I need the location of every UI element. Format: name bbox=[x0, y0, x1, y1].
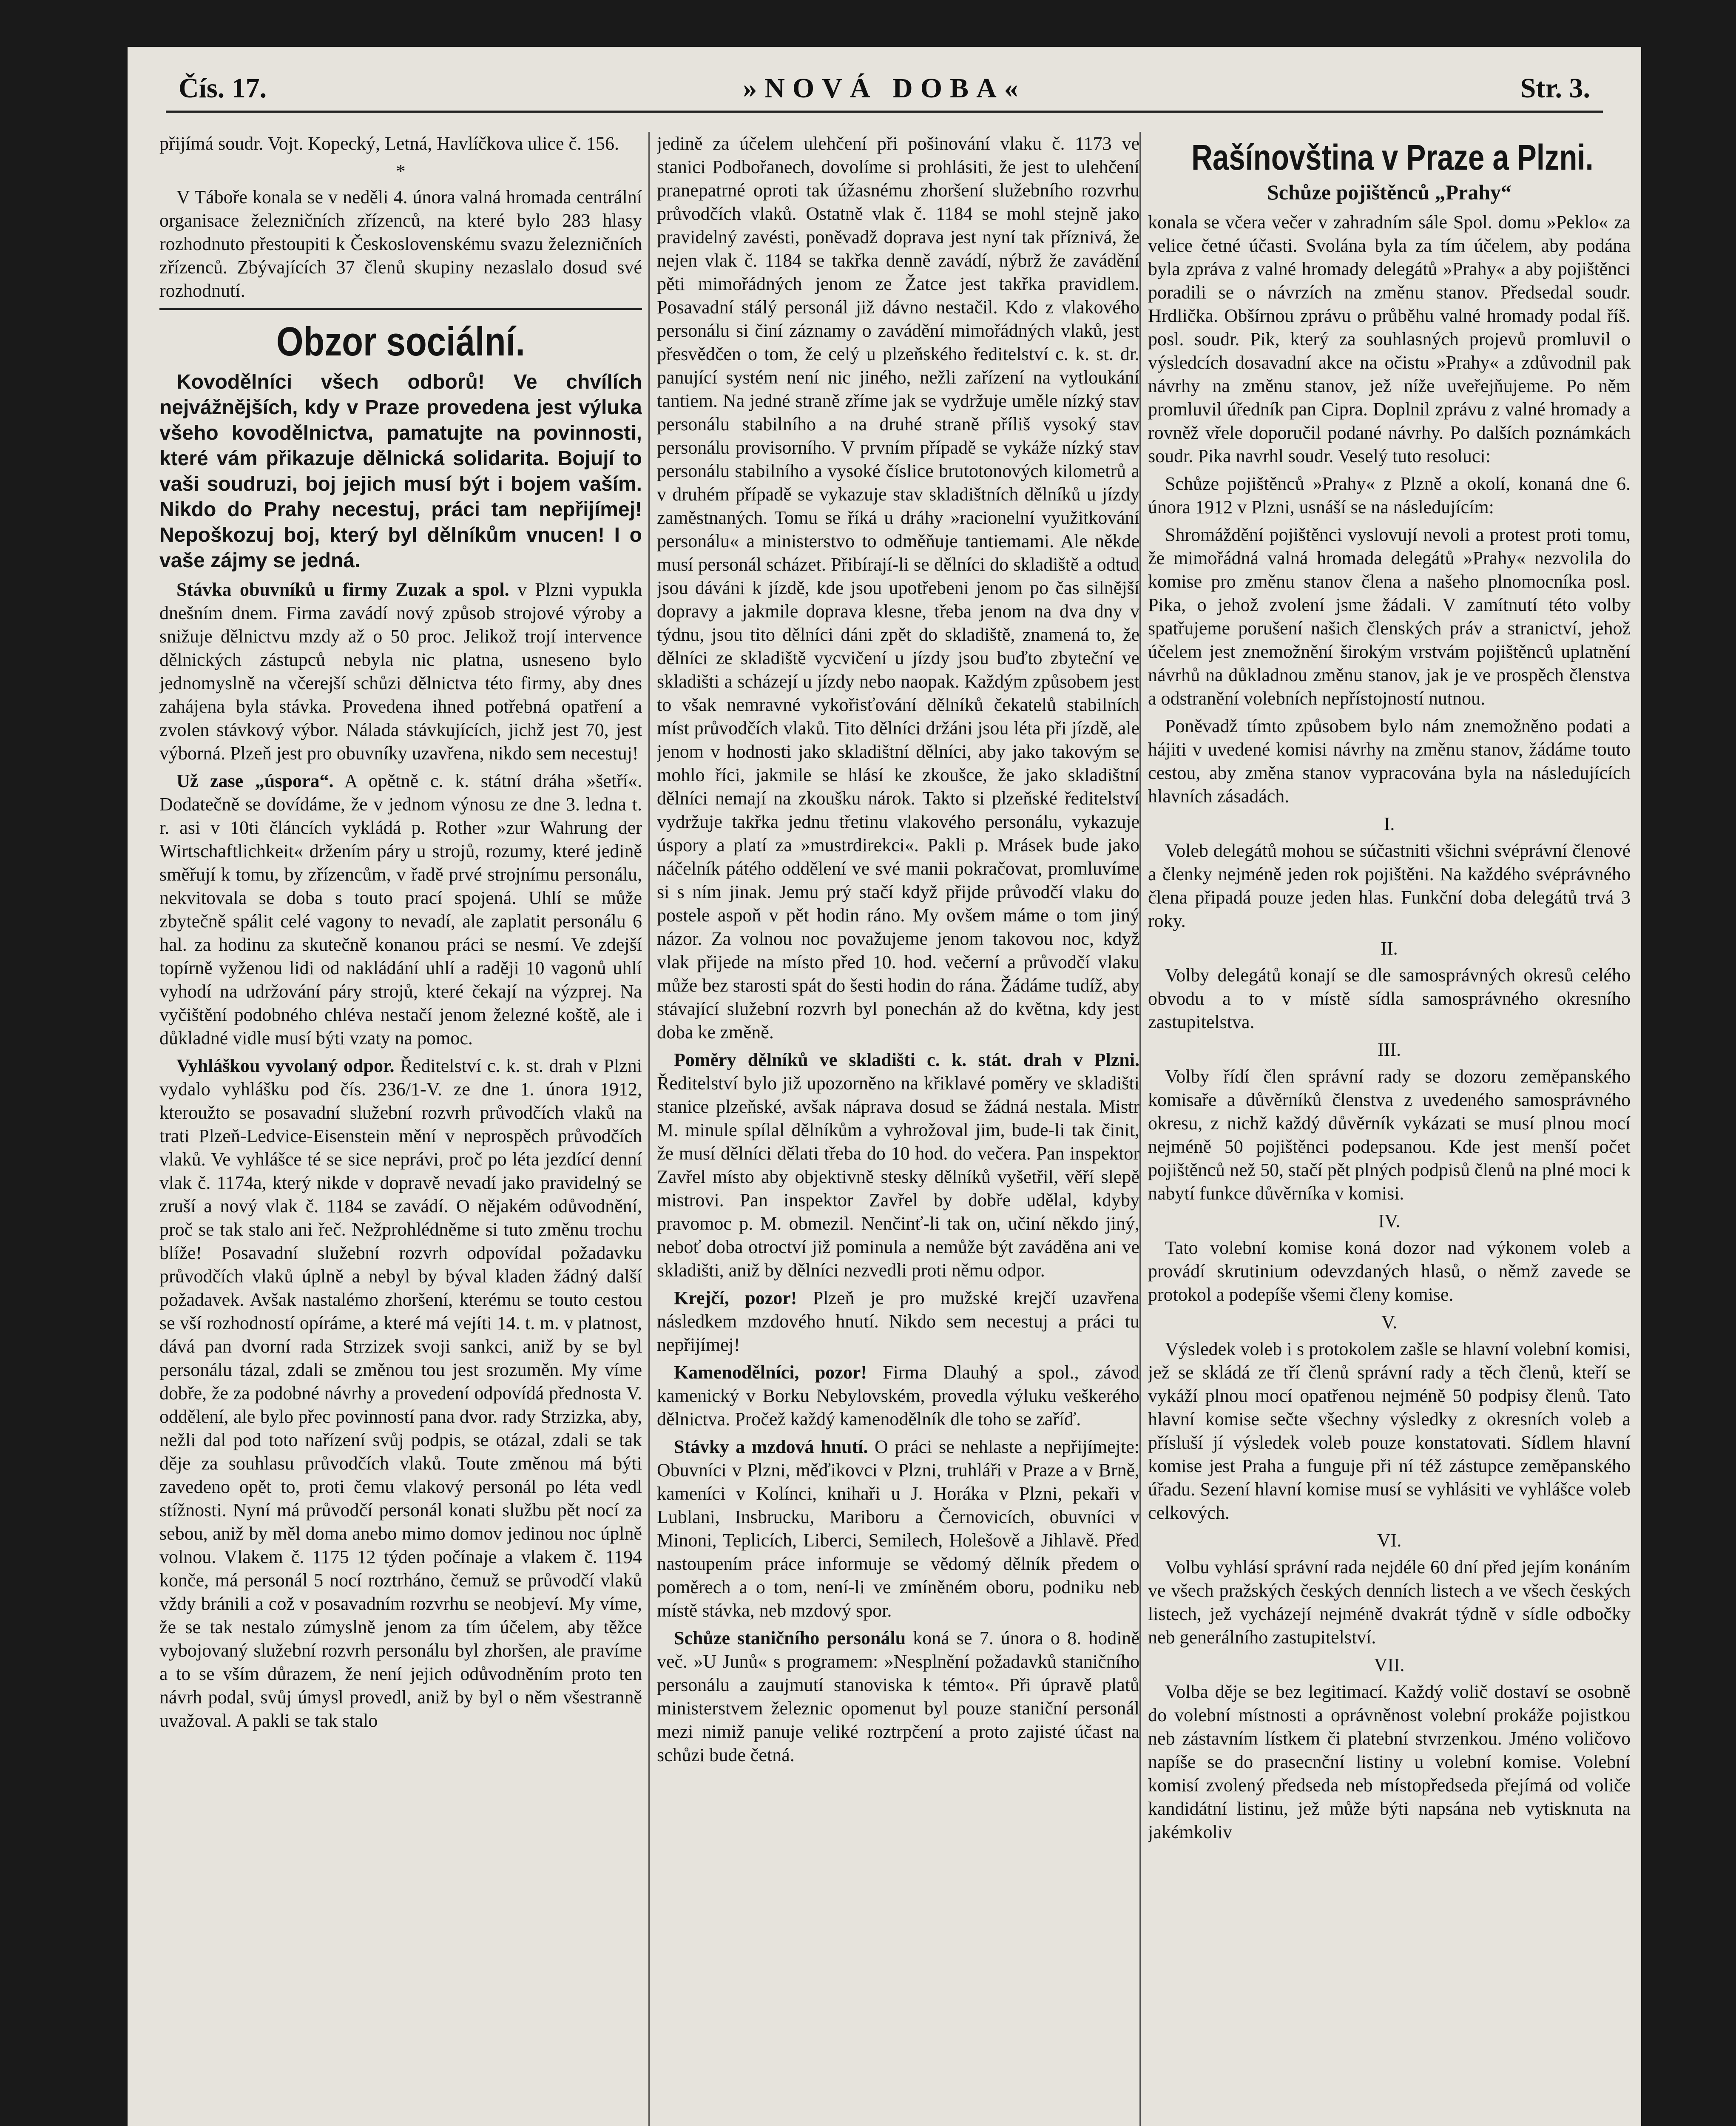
paragraph: V Táboře konala se v neděli 4. února valná hromada centrální organisace železničních zřízenců, na které bylo 283 hlasy rozhodnuto přestoupiti k Československému svazu železničních zřízenců. Zbývajících 37 členů skupiny nezaslalo dosud své rozhodnutí. bbox=[159, 187, 642, 301]
article-heading: Kamenodělníci, pozor! bbox=[674, 1362, 867, 1383]
paragraph: Tato volební komise koná dozor nad výkonem voleb a provádí skrutinium odevzdaných hlasů, o němž zavede se protokol a podepíše všemi členy komise. bbox=[1148, 1237, 1631, 1305]
newspaper-page bbox=[128, 47, 1641, 2126]
article bbox=[657, 1435, 1139, 1622]
article bbox=[159, 769, 642, 1050]
article bbox=[657, 1361, 1139, 1431]
column-2 bbox=[657, 132, 1139, 2126]
column-3 bbox=[1148, 132, 1631, 2126]
paragraph: Poněvadž tímto způsobem bylo nám znemožněno podati a hájiti v uvedené komisi návrhy na změnu stanov, žádáme touto cestou, aby změna stanov vypracována byla na následujících hlavních zásadách. bbox=[1148, 716, 1631, 807]
article bbox=[159, 1054, 642, 1732]
article-body: Ředitelství bylo již upozorněno na křiklavé poměry ve skladišti stanice plzeňské, avšak náprava dosud se žádná nestala. Mistr M. minule spílal dělníkům a vyhrožoval jim, bude-li tak činit, že musí dělníci dělati třeba do 10 hod. do večera. Pan inspektor Zavřel místo aby objektivně stesky dělníků vyšetřil, věří slepě mistrovi. Pan inspektor Zavřel by dobře udělal, kdyby pravomoc p. M. obmezil. Nenčinť-li tak on, učiní někdo jiný, neboť doba otroctví již pominula a nemůže být zaváděna ani ve skladišti, aniž by dělníci nezvedli proti němu odpor. bbox=[657, 1073, 1139, 1281]
paragraph: Volbu vyhlásí správní rada nejdéle 60 dní před jejím konáním ve všech pražských českých denních listech a ve všech českých listech, jež vycházejí nejméně dvakrát týdně v sídle odbočky neb generálního zastupitelství. bbox=[1148, 1557, 1631, 1648]
header-rule bbox=[166, 111, 1603, 113]
article-body: O práci se nehlaste a nepřijímejte: Obuvníci v Plzni, měďikovci v Plzni, truhláři v Praze a v Brně, kameníci v Kolínci, knihaři u J. Horáka v Plzni, pekaři v Lublani, Insbrucku, Mariboru a Černovicích, obuvníci v Minoni, Teplicích, Liberci, Semilech, Holešově a Jihlavě. Před nastoupením práce informuje se vědomý dělník předem o poměrech a o tom, není-li ve zmíněném oboru, podniku neb místě stávka, neb mzdový spor. bbox=[657, 1436, 1139, 1621]
lead-heading: Kovodělníci všech odborů! bbox=[176, 371, 485, 393]
roman-numeral: VI. bbox=[1377, 1530, 1402, 1551]
article bbox=[657, 1048, 1139, 1282]
article-heading: Krejčí, pozor! bbox=[674, 1288, 797, 1308]
article-body: Firma Dlauhý a spol., závod kamenický v Borku Nebylovském, provedla výluku veškerého dělnictva. Pročež každý kamenodělník dle toho se zaříď. bbox=[657, 1362, 1139, 1430]
column-1 bbox=[159, 132, 642, 2126]
roman-numeral: IV. bbox=[1378, 1211, 1401, 1231]
roman-numeral: VII. bbox=[1374, 1654, 1405, 1675]
separator-asterisk: * bbox=[396, 161, 406, 182]
masthead: »NOVÁ DOBA« bbox=[743, 73, 1026, 104]
article-body: v Plzni vypukla dnešním dnem. Firma zavádí nový způsob strojové výroby a snižuje dělnictvu mzdy až o 50 proc. Jelikož trojí intervence dělnických zástupců nebyla nic platna, usneseno bylo jednomyslně na včerejší schůzi dělnictva této firmy, aby dnes zahájena byla stávka. Provedena ihned potřebná opatření a zvolen stávkový výbor. Nálada stávkujících, jichž jest 70, jest výborná. Plzeň jest pro obuvníky uzavřena, nikdo sem necestuj! bbox=[159, 579, 642, 764]
article-heading: Poměry dělníků ve skladišti c. k. stát. drah v Plzni. bbox=[674, 1049, 1139, 1070]
article-heading: Schůze staničního personálu bbox=[674, 1628, 906, 1649]
paragraph: Schůze pojištěnců »Prahy« z Plzně a okolí, konaná dne 6. února 1912 v Plzni, usnáší se na následujícím: bbox=[1148, 473, 1631, 517]
paragraph: jedině za účelem ulehčení při pošinování vlaku č. 1173 ve stanici Podbořanech, dovolíme si prohlásiti, že jest to ulehčení pranepatrné oproti tak úžasnému zhoršení služebního rozvrhu průvodčích vlaků. Ostatně vlak č. 1184 se mohl stejně jako pravidelný zavésti, poněvadž doprava jest nyní tak příznivá, že nejen vlak č. 1184 se takřka denně zavádí, nýbrž že zavádění pěti mimořádných jenom ze Žatce jest takřka pravidlem. Posavadní stálý personál již dávno nestačil. Kdo z vlakového personálu si činí záznamy o zavádění mimořádných vlaků, jest přesvědčen o tom, že celý u plzeňského ředitelství c. k. st. dr. panující systém není nic jiného, nežli zařízení na vytloukání tantiem. Na jedné straně zříme jak se vydržuje uměle nízký stav personálu stabilního a na druhé straně příliš vysoký stav personálu provisorního. V prvním případě se vykáže nízký stav personálu stabilního a vysoké číslice brutotonových kilometrů a v druhém případě se vykazuje stav skladištních dělníků u jízdy zaměstnaných. Tomu se říká u dráhy »racionelní využitkování personálu« a ministerstvo to odměňuje tantiemami. Ale někde musí personál scházet. Přibírají-li se dělníci do skladiště a odtud jsou dáváni k jízdě, kde jsou upotřebeni jenom po čas silnější dopravy a jakmile doprava klesne, třeba jenom na dva dny v týdnu, jsou tito dělníci dáni zpět do skladiště, znamená to, že dělníci ze skladiště vycvičení u jízdy jsou buďto zbyteční ve skladišti a scházejí u jízdy nebo naopak. Každým způsobem jest to však nemravné vykořisťování dělníků čekatelů stabilních míst průvodčích vlaků. Tito dělníci držáni jsou léta při jízdě, ale jenom v hodnosti jako skladištní dělníci, aby jako takovým se mohlo říci, jakmile se hlásí ke zkoušce, že jako skladištní dělníci nemají na zkoušku nárok. Takto si plzeňské ředitelství vydržuje takřka jednu třetinu vlakového personálu, vykazuje úspory a platí za »mustrdirekci«. Pakli p. Mrásek bude jako náčelník pátého oddělení ve své manii pokračovat, promluvíme si s ním jinak. Jemu prý stačí když přijde průvodčí vlaku do postele aspoň v pět hodin ráno. My ovšem máme o tom jiný názor. Za volnou noc považujeme jenom takovou noc, když vlak přijede na místo před 10. hod. večerní a průvodčí vlaku může bez starosti spát do šesti hodin do rána. Žádáme tudíž, aby stávající služební rozvrh byl ponechán až do května, kdy jest doba ke změně. bbox=[657, 133, 1139, 1043]
article-body: A opětně c. k. státní dráha »šetří«. Dodatečně se dovídáme, že v jednom výnosu ze dne 3. ledna t. r. asi v 10ti článcích vykládá p. Rother »zur Wahrung der Wirtschaftlichkeit« držením páry u strojů, rozumy, které jedině směřují k tomu, by zřízencům, v řadě prvé strojnímu personálu, nekvitovala se doba s touto prací spojená. Uhlí se může zbytečně spálit celé vagony to nevadí, ale zaplatit personálu 6 hal. za hodinu za skutečně konanou práci se nesmí. Ve zdejší topírně vyženou lidi od nakládání uhlí a raději 10 vagonů uhlí vyhodí na udržování páry strojů, které čekají na výzprej. Na vyčištění podobného chléva nestačí jenom železné koště, ale i důkladné vidle musí býti vzaty na pomoc. bbox=[159, 770, 642, 1049]
article-subtitle: Schůze pojištěnců „Prahy“ bbox=[1267, 180, 1512, 204]
paragraph: Výsledek voleb i s protokolem zašle se hlavní volební komisi, jež se skládá ze tří členů správní rady a těch členů, kteří se vykáží plnou mocí opatřenou nejméně 50 podpisy členů. Tato hlavní komise sečte všechny výsledky z okresních voleb a přísluší jí výsledek voleb pouze konstatovati. Sídlem hlavní komise jest Praha a funguje při ní též zástupce zeměpanského úřadu. Sezení hlavní komise musí se vyhlásiti ve vyhlášce voleb celkových. bbox=[1148, 1339, 1631, 1523]
paragraph: Volby delegátů konají se dle samosprávných okresů celého obvodu a to v místě sídla samosprávného okresního zastupitelstva. bbox=[1148, 965, 1631, 1032]
article bbox=[657, 1626, 1139, 1767]
article bbox=[657, 1286, 1139, 1356]
article-heading: Stávka obuvníků u firmy Zuzak a spol. bbox=[176, 579, 509, 600]
article bbox=[159, 578, 642, 765]
page-number: Str. 3. bbox=[1520, 73, 1590, 104]
paragraph: Shromáždění pojištěnci vyslovují nevoli a protest proti tomu, že mimořádná valná hromada delegátů »Prahy« nezvolila do komise pro změnu stanov člena a našeho plnomocníka posl. Pika, o jehož zvolení jsme žádali. V zamítnutí této volby spatřujeme porušení našich členských práv a stranictví, jehož účelem jest znemožnění širokým vrstvám pojištěnců uplatnění návrhů na důkladnou změnu stanov, jak je ve prospěch členstva a odstranění volebních nepřístojností nutnou. bbox=[1148, 524, 1631, 709]
section-rule bbox=[159, 308, 642, 310]
article-body: Ředitelství c. k. st. drah v Plzni vydalo vyhlášku pod čís. 236/1-V. ze dne 1. února 1912, kteroužto se posavadní služební rozvrh průvodčích vlaků na trati Plzeň-Ledvice-Eisenstein mění v neprospěch průvodčích vlaků. Ve vyhlášce té se sice neprávi, proč po léta jezdící denní vlak č. 1174a, který nikde v dopravě nevadí jako pravidelný se zruší a nový vlak č. 1184 se zavádí. O nějakém odůvodnění, proč se tak stalo ani řeč. Nežprohlédněme si tuto změnu trochu blíže! Posavadní služební rozvrh odpovídal požadavku průvodčích vlaků úplně a nebyl by býval kladen žádný další požadavek. Avšak nastalémo zhoršení, kterému se touto cestou se vší rozhodností opíráme, a které má vejíti 14. t. m. v platnost, dává pan dvorní rada Strzizek svoji sankci, aniž by se byl personálu tázal, zdali se změnou tou jest srozuměn. My víme dobře, že za podobné návrhy a provedení odpovídá přednosta V. oddělení, ale bylo přec povinností pana dvor. rady Strzizka, aby, nežli dal pod toto nařízení svůj podpis, se otázal, zdali se tak děje za souhlasu průvodčích vlaků. Toute změnou má býti zavedeno opět to, proti čemu vlakový personál po léta vedl stížnosti. Nyní má průvodčí personál konati službu pět nocí za sebou, aniž by měl doma anebo mimo domov jedinou noc úplně volnou. Vlakem č. 1175 12 týden počínaje a vlakem č. 1194 konče, má personál 5 nocí roztrháno, čemuž se průvodčí vlaků vždy bránili a což v posavadním rozvrhu se neobjeví. My víme, že se tak nestalo zúmyslně jenom za tím účelem, aby těžce vybojovaný služební rozvrh personálu byl zhoršen, ale pravíme a to se vším důrazem, že není jejich odůvodněním proto ten návrh podal, svůj úmysl provedl, aniž by byl o něm všestranně uvažoval. A pakli se tak stalo bbox=[159, 1055, 642, 1731]
paragraph: přijímá soudr. Vojt. Kopecký, Letná, Havlíčkova ulice č. 156. bbox=[159, 133, 619, 154]
article-lead bbox=[159, 369, 642, 574]
paragraph: Volba děje se bez legitimací. Každý volič dostaví se osobně do volební místnosti a oprávněnost volební prokáže pojistkou neb zástavním lístkem či platební stvrzenkou. Jméno voličovo napíše se do prasecnční listiny u volební komise. Volební komisí zvolený předseda neb místopředseda přejímá od voliče kandidátní listinu, jež může býti napsána neb vytisknuta na jakémkoliv bbox=[1148, 1681, 1631, 1842]
article-body: Plzeň je pro mužské krejčí uzavřena následkem mzdového hnutí. Nikdo sem necestuj a práci tu nepřijímej! bbox=[657, 1288, 1139, 1355]
lead-body: Ve chvílích nejvážnějších, kdy v Praze provedena jest výluka všeho kovodělnictva, pamatujte na povinnosti, které vám přikazuje dělnická solidarita. Bojují to vaši soudruzi, boj jejich musí být i bojem vaším. Nikdo do Prahy necestuj, práci tam nepřijímej! Nepoškozuj boj, který byl dělníkům vnucen! I o vaše zájmy se jedná. bbox=[159, 371, 642, 572]
column-divider bbox=[1139, 132, 1141, 2126]
article-title: Rašínovština v Praze a Plzni. bbox=[1191, 137, 1594, 177]
paragraph: Voleb delegátů mohou se súčastniti všichni svéprávní členové a členky nejméně jeden rok pojištěni. Na každého svéprávného člena připadá pouze jeden hlas. Funkční doba delegátů trvá 3 roky. bbox=[1148, 840, 1631, 931]
paragraph: konala se včera večer v zahradním sále Spol. domu »Peklo« za velice četné účasti. Svolána byla za tím účelem, aby podána byla zpráva z valné hromady delegátů »Prahy« a aby pojištěnci poradili se o návrzích na změnu stanov. Předsedal soudr. Hrdlička. Obšírnou zprávu o průběhu valné hromady podal říš. posl. soudr. Pik, který za souhlasných projevů promluvil o výsledcích dosavadní akce na očistu »Prahy« a zdůvodnil pak návrhy na změnu stanov, jež níže uveřejňujeme. Po něm promluvil úředník pan Cipra. Doplnil zprávu z valné hromady a rovněž vřele doporučil podané návrhy. Po dalších poznámkách soudr. Pika navrhl soudr. Veselý tuto resoluci: bbox=[1148, 212, 1631, 466]
roman-numeral: I. bbox=[1384, 813, 1395, 834]
column-divider bbox=[648, 132, 650, 2126]
article-heading: Už zase „úspora“. bbox=[176, 770, 334, 791]
issue-number: Čís. 17. bbox=[179, 73, 267, 104]
roman-numeral: V. bbox=[1381, 1312, 1398, 1333]
section-title: Obzor sociální. bbox=[276, 319, 525, 364]
article-heading: Stávky a mzdová hnutí. bbox=[674, 1436, 868, 1457]
paragraph: Volby řídí člen správní rady se dozoru zeměpanského komisaře a důvěrníků členstva z uvedeného samosprávného okresu, z nichž každý důvěrník vykázati se musí plnou mocí nejméně 50 pojištěnci podepsanou. Kde jest menší počet pojištěnců než 50, stačí pět plných podpisů členů na plné moci k nabytí funkce důvěrníka v komisi. bbox=[1148, 1066, 1631, 1204]
roman-numeral: II. bbox=[1381, 938, 1398, 959]
article-heading: Vyhláškou vyvolaný odpor. bbox=[176, 1055, 395, 1076]
roman-numeral: III. bbox=[1378, 1039, 1401, 1060]
article-body: koná se 7. února o 8. hodině več. »U Junů« s programem: »Nesplnění požadavků staničního personálu a zaujmutí stanoviska k témto«. Při úpravě platů ministerstvem železnic opomenut byl pouze staniční personál mezi nimiž panuje veliké roztrpčení a proto zajisté účast na schůzi bude četná. bbox=[657, 1628, 1139, 1765]
